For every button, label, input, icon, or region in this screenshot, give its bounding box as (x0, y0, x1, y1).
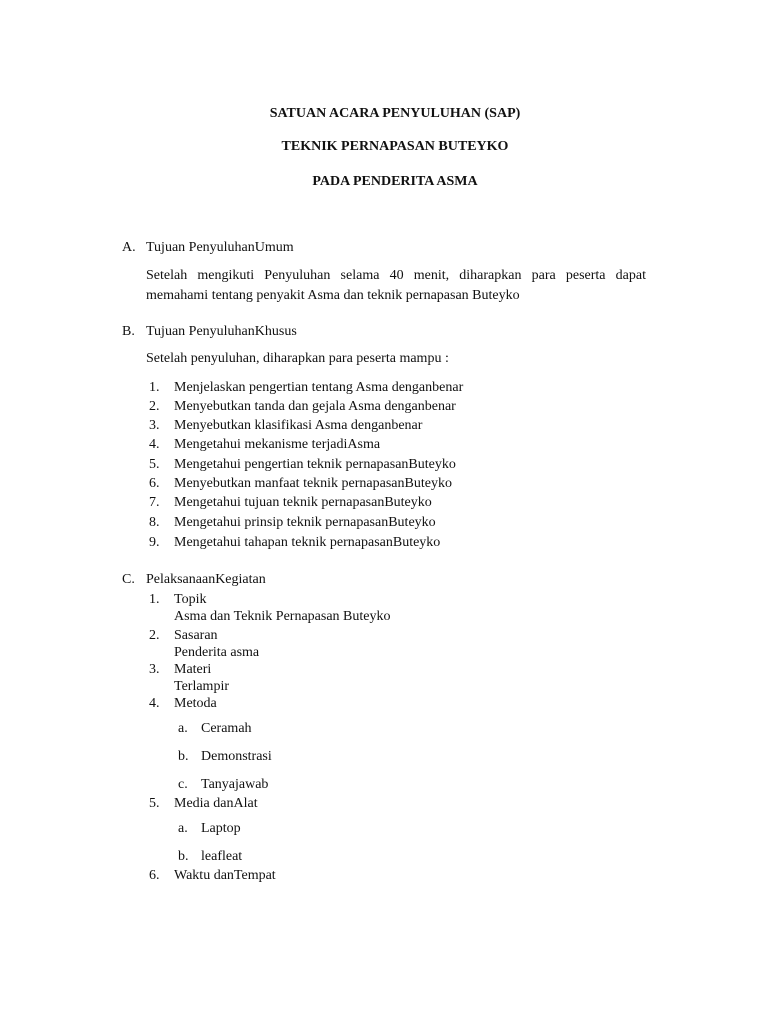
section-a-marker: A. (122, 240, 136, 255)
list-item-label: Metoda (174, 696, 217, 711)
list-number: 7. (149, 495, 160, 510)
sublist-item: Demonstrasi (201, 749, 272, 764)
list-number: 5. (149, 457, 160, 472)
list-number: 3. (149, 418, 160, 433)
list-item-label: Waktu danTempat (174, 868, 276, 883)
section-b-heading: Tujuan PenyuluhanKhusus (146, 324, 297, 339)
section-c-marker: C. (122, 572, 135, 587)
document-subtitle-target: PADA PENDERITA ASMA (312, 174, 478, 189)
list-number: 8. (149, 515, 160, 530)
list-number: 6. (149, 476, 160, 491)
sublist-letter: a. (178, 721, 188, 736)
list-item: Menyebutkan tanda dan gejala Asma denganbenar (174, 399, 456, 414)
section-b-marker: B. (122, 324, 135, 339)
section-b-intro: Setelah penyuluhan, diharapkan para peserta mampu : (146, 351, 449, 366)
sublist-item: Laptop (201, 821, 241, 836)
document-title: SATUAN ACARA PENYULUHAN (SAP) (269, 106, 521, 121)
sublist-letter: b. (178, 749, 189, 764)
list-item: Mengetahui mekanisme terjadiAsma (174, 437, 381, 452)
sublist-item: Tanyajawab (201, 777, 269, 792)
list-number: 2. (149, 628, 160, 643)
section-c-heading: PelaksanaanKegiatan (146, 572, 266, 587)
list-number: 2. (149, 399, 160, 414)
section-a-paragraph: Setelah mengikuti Penyuluhan selama 40 menit, diharapkan para peserta dapat memahami tentang penyakit Asma dan teknik pernapasan Buteyko (146, 268, 646, 303)
list-item: Mengetahui tahapan teknik pernapasanButeyko (174, 535, 441, 550)
list-item: Mengetahui tujuan teknik pernapasanButeyko (174, 495, 432, 510)
list-item-label: Sasaran (174, 628, 218, 643)
list-item: Menjelaskan pengertian tentang Asma denganbenar (174, 380, 464, 395)
list-number: 6. (149, 868, 160, 883)
section-a-heading: Tujuan PenyuluhanUmum (146, 240, 294, 255)
sublist-letter: b. (178, 849, 189, 864)
list-item-detail: Terlampir (174, 679, 229, 694)
list-item: Mengetahui pengertian teknik pernapasanButeyko (174, 457, 456, 472)
list-item: Menyebutkan manfaat teknik pernapasanButeyko (174, 476, 452, 491)
list-item-label: Media danAlat (174, 796, 258, 811)
list-number: 5. (149, 796, 160, 811)
document-subtitle: TEKNIK PERNAPASAN BUTEYKO (281, 139, 509, 154)
list-item: Menyebutkan klasifikasi Asma denganbenar (174, 418, 423, 433)
list-number: 4. (149, 437, 160, 452)
list-number: 9. (149, 535, 160, 550)
list-number: 4. (149, 696, 160, 711)
list-number: 1. (149, 592, 160, 607)
list-item-detail: Penderita asma (174, 645, 260, 660)
list-number: 1. (149, 380, 160, 395)
sublist-letter: a. (178, 821, 188, 836)
list-item-label: Topik (174, 592, 207, 607)
list-item: Mengetahui prinsip teknik pernapasanButeyko (174, 515, 436, 530)
sublist-item: leafleat (201, 849, 243, 864)
sublist-letter: c. (178, 777, 188, 792)
list-item-label: Materi (174, 662, 212, 677)
list-item-detail: Asma dan Teknik Pernapasan Buteyko (174, 609, 391, 624)
sublist-item: Ceramah (201, 721, 252, 736)
list-number: 3. (149, 662, 160, 677)
